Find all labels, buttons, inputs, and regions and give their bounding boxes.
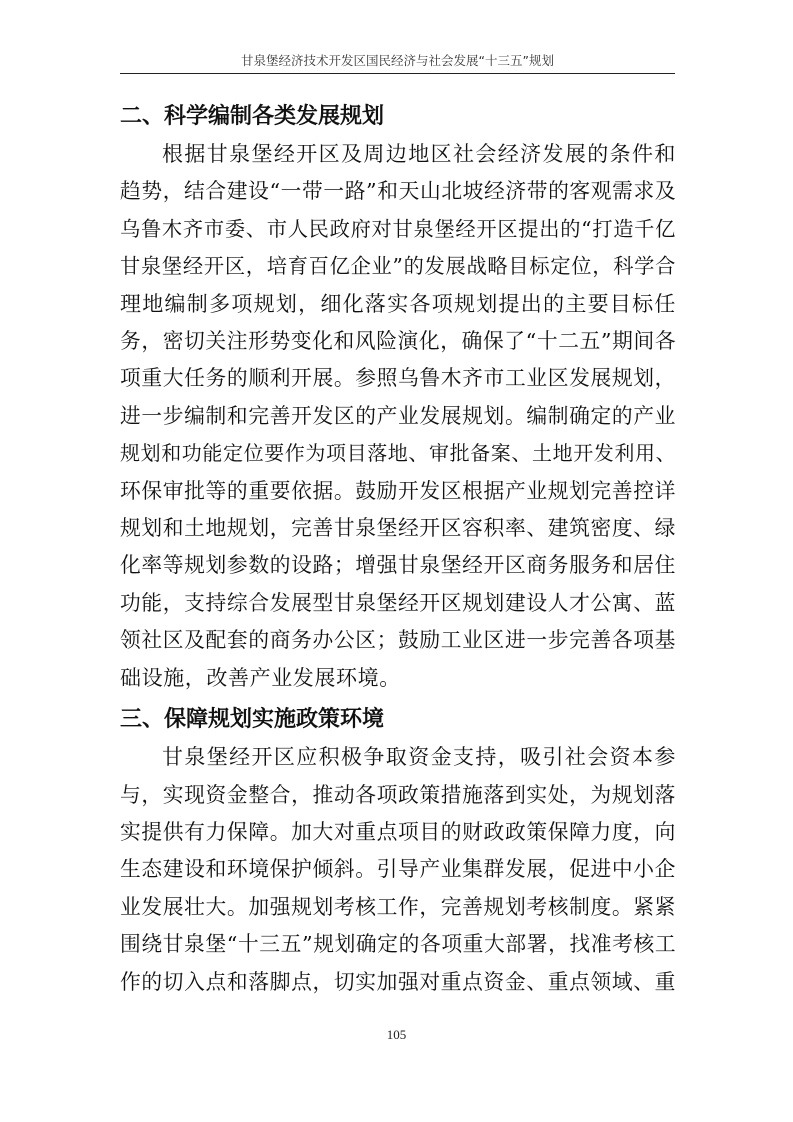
paragraph-line: 项重大任务的顺利开展。参照乌鲁木齐市工业区发展规划， xyxy=(120,366,676,391)
paragraph-line: 实提供有力保障。加大对重点项目的财政政策保障力度，向 xyxy=(120,819,676,844)
paragraph-line: 甘泉堡经开区应积极争取资金支持，吸引社会资本参 xyxy=(162,745,676,770)
paragraph-line: 与，实现资金整合，推动各项政策措施落到实处，为规划落 xyxy=(120,782,676,807)
paragraph-line: 作的切入点和落脚点，切实加强对重点资金、重点领域、重 xyxy=(120,969,676,994)
paragraph-line: 业发展壮大。加强规划考核工作，完善规划考核制度。紧紧 xyxy=(120,894,676,919)
paragraph-line: 生态建设和环境保护倾斜。引导产业集群发展，促进中小企 xyxy=(120,857,676,882)
header-rule xyxy=(120,73,675,74)
running-header: 甘泉堡经济技术开发区国民经济与社会发展“十三五”规划 xyxy=(241,53,554,68)
section-heading: 三、保障规划实施政策环境 xyxy=(120,707,385,733)
paragraph-line: 乌鲁木齐市委、市人民政府对甘泉堡经开区提出的“打造千亿 xyxy=(120,216,676,241)
page-number: 105 xyxy=(386,1027,407,1042)
paragraph-line: 础设施，改善产业发展环境。 xyxy=(120,665,401,690)
paragraph-line: 进一步编制和完善开发区的产业发展规划。编制确定的产业 xyxy=(120,403,676,428)
paragraph-line: 围绕甘泉堡“十三五”规划确定的各项重大部署，找准考核工 xyxy=(120,932,676,957)
section-heading: 二、科学编制各类发展规划 xyxy=(120,104,385,129)
paragraph-line: 规划和功能定位要作为项目落地、审批备案、土地开发利用、 xyxy=(120,441,676,466)
paragraph xyxy=(120,739,676,1001)
paragraph-line: 化率等规划参数的设路；增强甘泉堡经开区商务服务和居住 xyxy=(120,553,676,578)
document-body xyxy=(120,98,676,1001)
paragraph-line: 根据甘泉堡经开区及周边地区社会经济发展的条件和 xyxy=(162,142,676,166)
paragraph-line: 趋势，结合建设“一带一路”和天山北坡经济带的客观需求及 xyxy=(120,179,676,204)
paragraph-line: 领社区及配套的商务办公区；鼓励工业区进一步完善各项基 xyxy=(120,628,676,653)
paragraph-line: 环保审批等的重要依据。鼓励开发区根据产业规划完善控详 xyxy=(120,478,676,503)
paragraph-line: 务，密切关注形势变化和风险演化，确保了“十二五”期间各 xyxy=(120,329,676,354)
paragraph-line: 功能，支持综合发展型甘泉堡经开区规划建设人才公寓、蓝 xyxy=(120,590,676,615)
paragraph xyxy=(120,136,676,697)
paragraph-line: 规划和土地规划，完善甘泉堡经开区容积率、建筑密度、绿 xyxy=(120,516,676,541)
paragraph-line: 甘泉堡经开区，培育百亿企业”的发展战略目标定位，科学合 xyxy=(120,254,676,279)
paragraph-line: 理地编制多项规划，细化落实各项规划提出的主要目标任 xyxy=(120,291,676,316)
